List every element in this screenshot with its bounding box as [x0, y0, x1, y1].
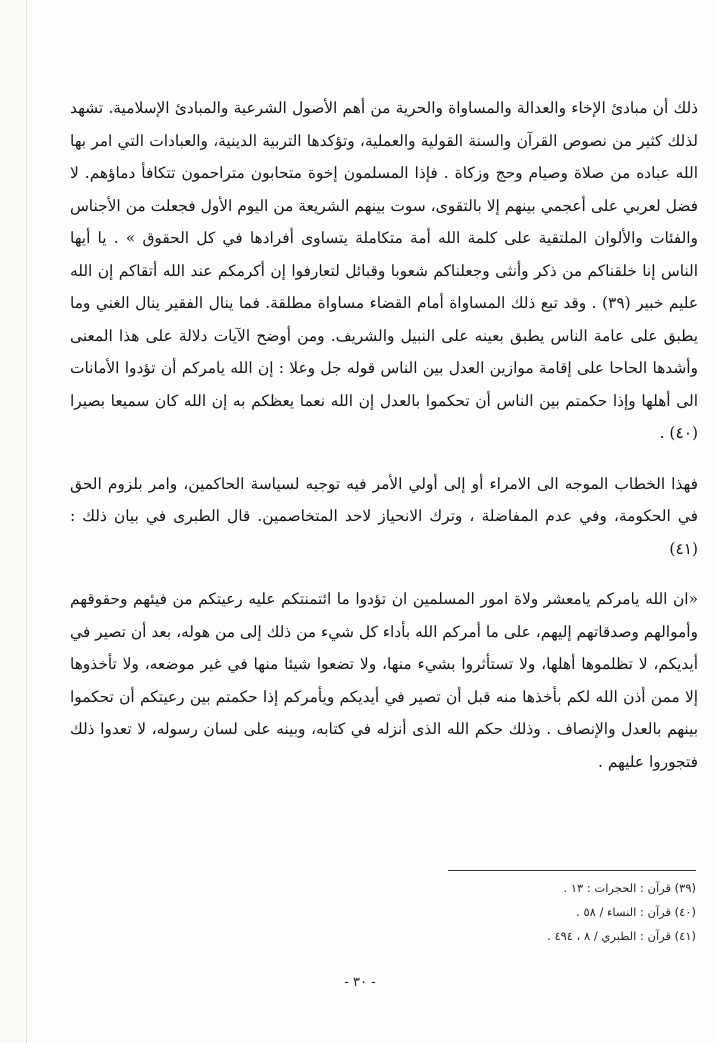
- page-number: - ٣٠ -: [344, 975, 376, 990]
- body-text: [70, 92, 698, 778]
- scan-edge: [0, 0, 27, 1043]
- paragraph-principles: ذلك أن مبادئ الإخاء والعدالة والمساواة والحرية من أهم الأصول الشرعية والمبادئ الإسلامية. تشهد لذلك كثير من نصوص القرآن والسنة القولية والعملية، وتؤكدها التربية الدينية، والعبادات التي امر بها الله عباده من صلاة وصيام وحج وزكاة . فإذا المسلمون إخوة متحابون متراحمون تتكافأ دماؤهم. لا فضل لعربي على أعجمي بينهم إلا بالتقوى، سوت بينهم الشريعة من اليوم الأول فجعلت من الأجناس والفئات والألوان الملتقية على كلمة الله أمة متكاملة يتساوى أفرادها في كل الحقوق » . يا أيها الناس إنا خلقناكم من ذكر وأنثى وجعلناكم شعوبا وقبائل لتعارفوا إن أكرمكم عند الله أتقاكم إن الله عليم خبير (٣٩) . وقد تبع ذلك المساواة أمام القضاء مساواة مطلقة. فما ينال الفقير ينال الغني وما يطبق على عامة الناس يطبق بعينه على النبيل والشريف. ومن أوضح الآيات دلالة على هذا المعنى وأشدها الحاحا على إقامة موازين العدل بين الناس قوله جل وعلا : إن الله يامركم أن تؤدوا الأمانات الى أهلها وإذا حكمتم بين الناس أن تحكموا بالعدل إن الله نعما يعظكم به إن الله كان سميعا بصيرا (٤٠) .: [70, 99, 698, 442]
- footnote-41: (٤١) قرآن : الطبري / ٨ ، ٤٩٤ .: [547, 929, 696, 943]
- footnote-40: (٤٠) قرآن : النساء / ٥٨ .: [576, 905, 696, 919]
- footnotes: [370, 876, 696, 948]
- footnote-39: (٣٩) قرآن : الحجرات : ١٣ .: [563, 881, 696, 895]
- paragraph-tabari-quote: «ان الله يامركم يامعشر ولاة امور المسلمين ان تؤدوا ما ائتمنتكم عليه رعيتكم من فيئهم وحقوقهم وأموالهم وصدقاتهم إليهم، على ما أمركم الله بأداء كل شيء من ذلك إلى من هوله، بعد أن تصير في أيديكم، لا تظلموها أهلها، ولا تستأثروا بشيء منها، ولا تضعوا شيئا منها في غير موضعه، ولا تأخذوها إلا ممن أذن الله لكم بأخذها منه قبل أن تصير في أيديكم ويأمركم إذا حكمتم بين رعيتكم أن تحكموا بينهم بالعدل والإنصاف . وذلك حكم الله الذى أنزله في كتابه، وبينه على لسان رسوله، لا تعدوا ذلك فتجوروا عليهم .: [70, 590, 698, 771]
- footnote-divider: [448, 870, 696, 871]
- paragraph-address-to-rulers: فهذا الخطاب الموجه الى الامراء أو إلى أولي الأمر فيه توجيه لسياسة الحاكمين، وامر بلزوم الحق في الحكومة، وفي عدم المفاضلة ، وترك الانحياز لاحد المتخاصمين. قال الطبرى في بيان ذلك : (٤١): [70, 474, 698, 558]
